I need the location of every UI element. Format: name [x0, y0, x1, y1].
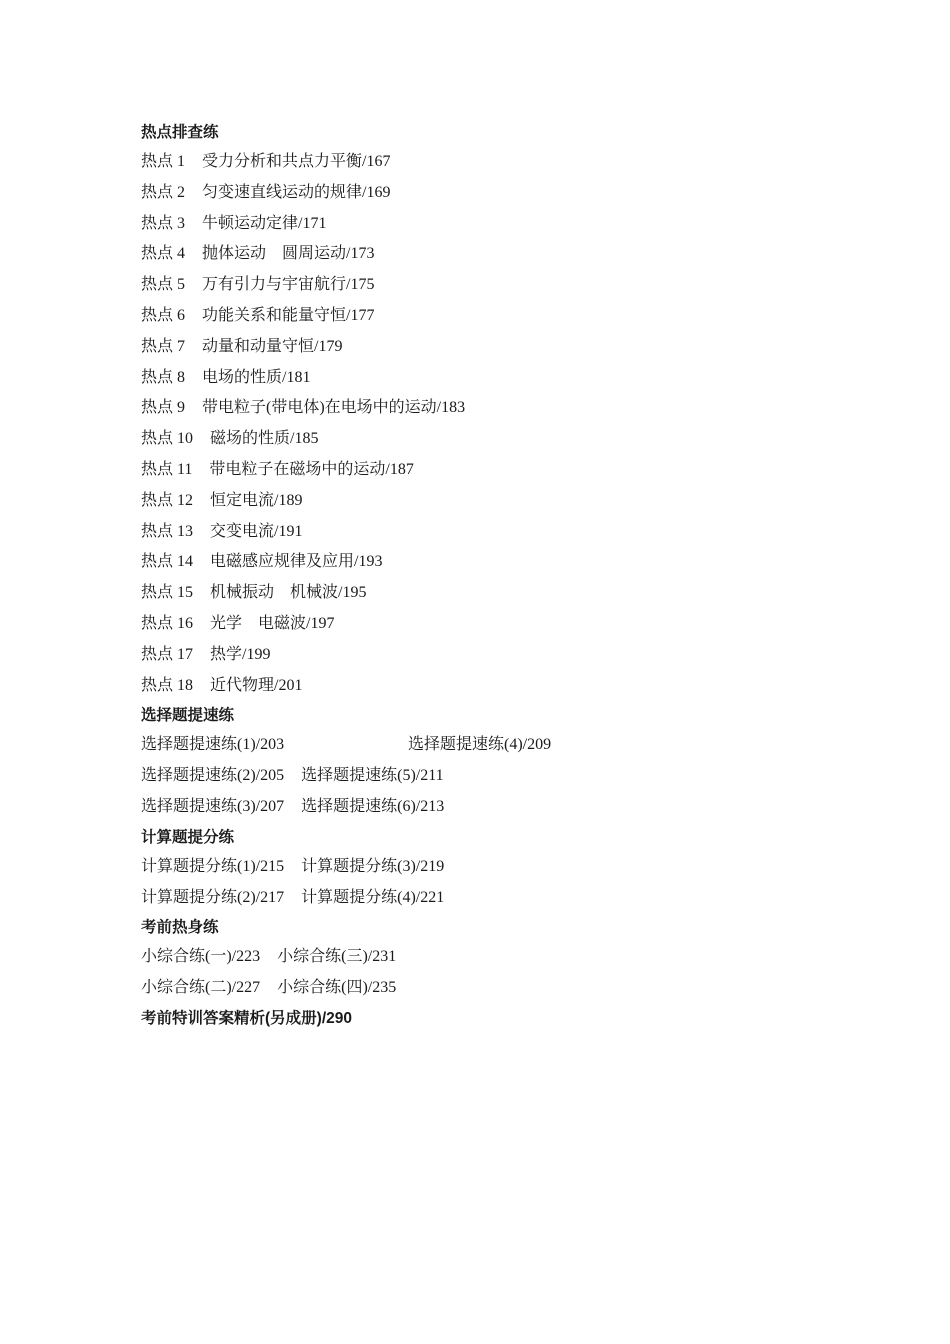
toc-entry[interactable]: 计算题提分练(2)/217 — [141, 888, 285, 906]
entry-number: 热点 13 — [141, 522, 194, 540]
toc-entry[interactable]: 计算题提分练(1)/215 — [141, 857, 285, 875]
entry-number: 热点 9 — [141, 399, 186, 417]
entry-number: 热点 5 — [141, 276, 186, 294]
toc-entry[interactable]: 小综合练(四)/235 — [277, 979, 397, 997]
toc-entry[interactable]: 选择题提速练(6)/213 — [301, 797, 445, 815]
toc-entry[interactable]: 小综合练(三)/231 — [277, 948, 397, 966]
table-of-contents — [141, 118, 841, 1033]
entry-number: 热点 15 — [141, 584, 194, 602]
toc-row — [141, 852, 841, 883]
toc-row — [141, 730, 841, 761]
entry-number: 热点 2 — [141, 183, 186, 201]
entry-number: 热点 1 — [141, 153, 186, 170]
entry-number: 热点 10 — [141, 430, 194, 448]
entry-title: 抛体运动 圆周运动/173 — [202, 245, 375, 263]
toc-entry[interactable]: 选择题提速练(5)/211 — [301, 767, 444, 785]
entry-number: 热点 8 — [141, 368, 186, 386]
entry-title: 受力分析和共点力平衡/167 — [202, 153, 391, 170]
toc-entry[interactable]: 计算题提分练(3)/219 — [301, 857, 445, 875]
toc-entry[interactable] — [141, 609, 841, 640]
entry-number: 热点 4 — [141, 245, 186, 263]
entry-number: 热点 6 — [141, 306, 186, 324]
toc-entry[interactable]: 计算题提分练(4)/221 — [301, 888, 445, 906]
toc-entry[interactable]: 小综合练(二)/227 — [141, 979, 261, 997]
toc-entry[interactable]: 小综合练(一)/223 — [141, 948, 261, 966]
entry-title: 牛顿运动定律/171 — [202, 214, 327, 232]
toc-entry[interactable] — [141, 239, 841, 270]
hot-list — [141, 147, 841, 701]
toc-entry[interactable] — [141, 486, 841, 517]
entry-number: 热点 3 — [141, 214, 186, 232]
entry-title: 带电粒子(带电体)在电场中的运动/183 — [202, 399, 466, 417]
toc-entry[interactable] — [141, 547, 841, 578]
entry-title: 带电粒子在磁场中的运动/187 — [209, 460, 414, 478]
section-heading-warmup: 考前热身练 — [141, 919, 219, 937]
entry-title: 动量和动量守恒/179 — [202, 337, 343, 355]
section-heading-choice: 选择题提速练 — [141, 707, 235, 725]
section-heading-answers[interactable]: 考前特训答案精析(另成册)/290 — [141, 1009, 352, 1027]
toc-entry[interactable] — [141, 209, 841, 240]
section-heading-calc: 计算题提分练 — [141, 828, 235, 846]
entry-title: 匀变速直线运动的规律/169 — [202, 183, 391, 201]
toc-entry[interactable] — [141, 393, 841, 424]
toc-entry[interactable] — [141, 301, 841, 332]
toc-entry[interactable]: 选择题提速练(1)/203 — [141, 736, 285, 754]
toc-entry[interactable]: 选择题提速练(4)/209 — [408, 736, 552, 754]
entry-number: 热点 12 — [141, 491, 194, 509]
toc-entry[interactable] — [141, 178, 841, 209]
entry-title: 恒定电流/189 — [210, 491, 303, 509]
toc-row — [141, 792, 841, 823]
entry-title: 光学 电磁波/197 — [210, 614, 335, 632]
toc-entry[interactable] — [141, 270, 841, 301]
toc-entry[interactable] — [141, 363, 841, 394]
entry-title: 功能关系和能量守恒/177 — [202, 306, 375, 324]
toc-entry[interactable]: 选择题提速练(3)/207 — [141, 797, 285, 815]
toc-entry[interactable] — [141, 578, 841, 609]
entry-title: 机械振动 机械波/195 — [210, 584, 367, 602]
entry-number: 热点 14 — [141, 553, 194, 571]
toc-row — [141, 942, 841, 973]
entry-title: 电磁感应规律及应用/193 — [210, 553, 383, 571]
entry-title: 磁场的性质/185 — [210, 430, 319, 448]
entry-title: 万有引力与宇宙航行/175 — [202, 276, 375, 294]
entry-number: 热点 17 — [141, 645, 194, 663]
entry-title: 热学/199 — [210, 645, 271, 663]
toc-row — [141, 883, 841, 914]
entry-number: 热点 18 — [141, 676, 194, 694]
entry-number: 热点 11 — [141, 460, 193, 478]
toc-entry[interactable] — [141, 455, 841, 486]
toc-entry[interactable]: 选择题提速练(2)/205 — [141, 767, 285, 785]
entry-title: 近代物理/201 — [210, 676, 303, 694]
toc-entry[interactable] — [141, 640, 841, 671]
toc-row — [141, 761, 841, 792]
entry-number: 热点 7 — [141, 337, 186, 355]
toc-entry[interactable] — [141, 147, 841, 178]
toc-entry[interactable] — [141, 332, 841, 363]
section-heading-hot: 热点排查练 — [141, 124, 219, 141]
toc-row — [141, 973, 841, 1004]
entry-title: 电场的性质/181 — [202, 368, 311, 386]
entry-title: 交变电流/191 — [210, 522, 303, 540]
toc-entry[interactable] — [141, 517, 841, 548]
toc-entry[interactable] — [141, 671, 841, 702]
toc-entry[interactable] — [141, 424, 841, 455]
entry-number: 热点 16 — [141, 614, 194, 632]
